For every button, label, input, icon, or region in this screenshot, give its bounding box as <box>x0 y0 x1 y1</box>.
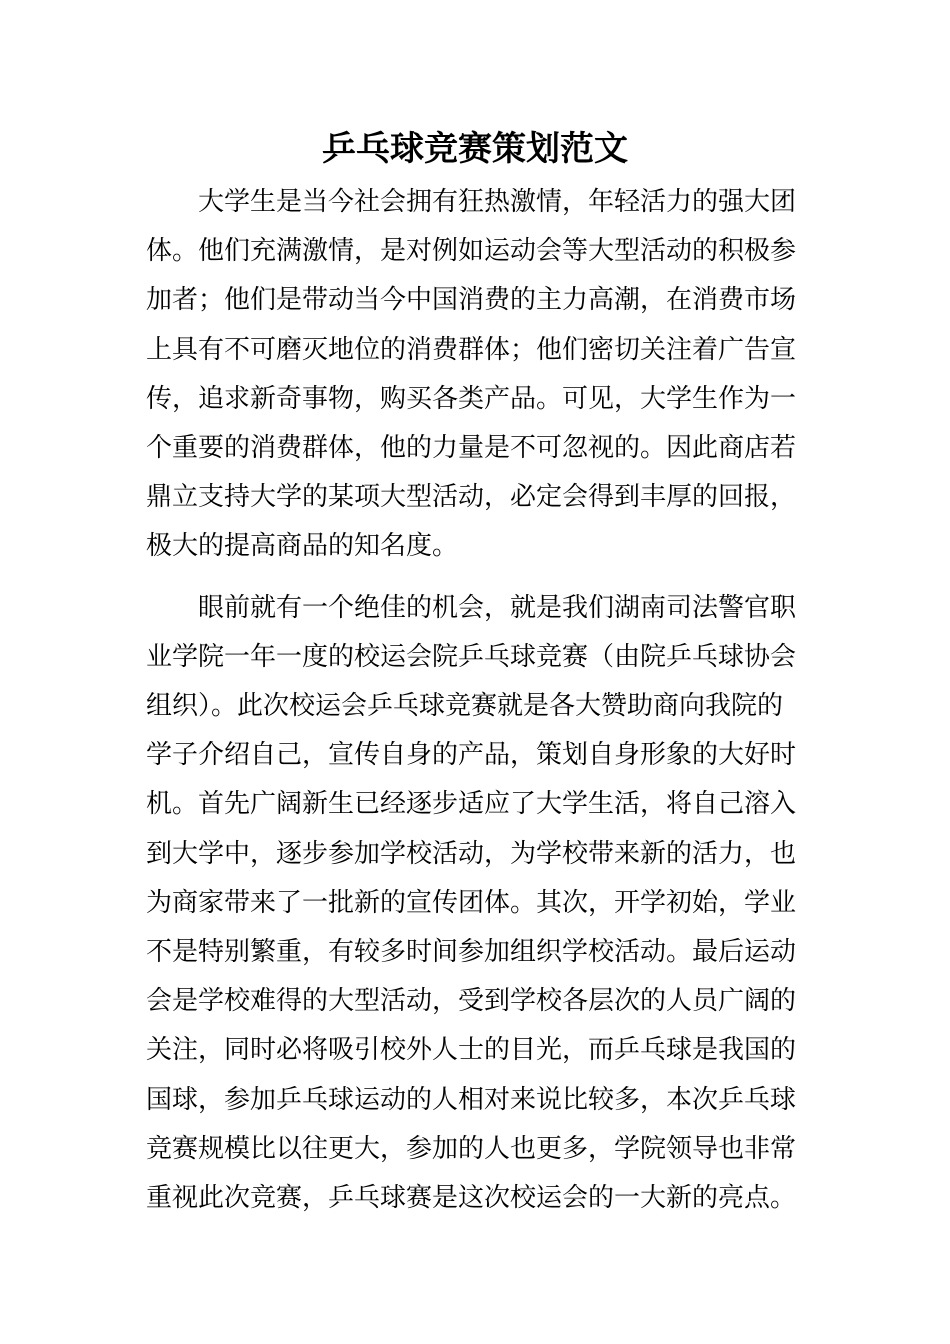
paragraph-2-line-6: 到大学中，逐步参加学校活动，为学校带来新的活力，也 <box>146 838 797 869</box>
paragraph-2-line-10: 关注，同时必将吸引校外人士的目光，而乒乓球是我国的 <box>146 1035 797 1066</box>
paragraph-1-line-4: 上具有不可磨灭地位的消费群体；他们密切关注着广告宣 <box>146 334 797 365</box>
paragraph-2 <box>146 584 806 1224</box>
paragraph-2-line-3: 组织）。此次校运会乒乓球竞赛就是各大赞助商向我院的 <box>146 691 784 722</box>
paragraph-2-line-4: 学子介绍自己，宣传自身的产品，策划自身形象的大好时 <box>146 740 797 771</box>
document-title: 乒乓球竞赛策划范文 <box>322 129 628 169</box>
document-body <box>146 178 806 1223</box>
paragraph-1 <box>146 178 806 572</box>
paragraph-1-line-7: 鼎立支持大学的某项大型活动，必定会得到丰厚的回报， <box>146 482 797 513</box>
paragraph-2-line-11: 国球，参加乒乓球运动的人相对来说比较多，本次乒乓球 <box>146 1084 797 1115</box>
paragraph-2-line-5: 机。首先广阔新生已经逐步适应了大学生活，将自己溶入 <box>146 789 797 820</box>
paragraph-2-line-12: 竞赛规模比以往更大，参加的人也更多，学院领导也非常 <box>146 1133 797 1164</box>
paragraph-1-line-1: 大学生是当今社会拥有狂热激情，年轻活力的强大团 <box>198 187 797 217</box>
paragraph-1-line-3: 加者；他们是带动当今中国消费的主力高潮，在消费市场 <box>146 285 797 316</box>
paragraph-2-line-8: 不是特别繁重，有较多时间参加组织学校活动。最后运动 <box>146 937 797 968</box>
paragraph-2-line-1: 眼前就有一个绝佳的机会，就是我们湖南司法警官职 <box>198 592 797 623</box>
paragraph-2-line-2: 业学院一年一度的校运会院乒乓球竞赛（由院乒乓球协会 <box>146 641 797 672</box>
paragraph-1-line-2: 体。他们充满激情，是对例如运动会等大型活动的积极参 <box>146 236 797 267</box>
paragraph-1-line-5: 传，追求新奇事物，购买各类产品。可见，大学生作为一 <box>146 383 797 414</box>
paragraph-2-line-13: 重视此次竞赛，乒乓球赛是这次校运会的一大新的亮点。 <box>146 1183 797 1214</box>
paragraph-2-line-7: 为商家带来了一批新的宣传团体。其次，开学初始，学业 <box>146 887 797 918</box>
paragraph-2-line-9: 会是学校难得的大型活动，受到学校各层次的人员广阔的 <box>146 986 797 1017</box>
paragraph-1-line-8: 极大的提高商品的知名度。 <box>146 531 459 562</box>
paragraph-1-line-6: 个重要的消费群体，他的力量是不可忽视的。因此商店若 <box>146 433 797 464</box>
